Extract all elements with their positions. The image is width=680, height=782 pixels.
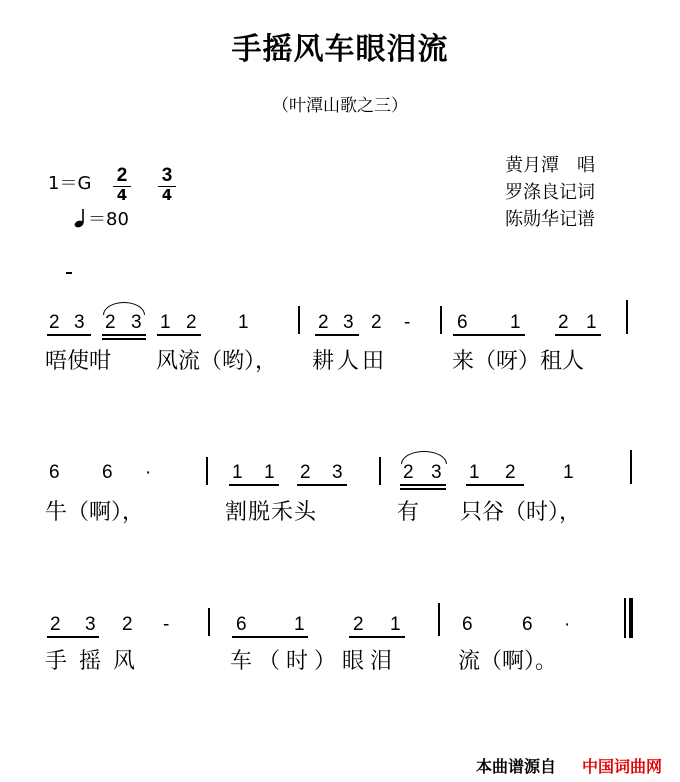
beam-underline (466, 484, 524, 486)
beam-underline (157, 334, 201, 336)
slur (401, 451, 447, 464)
note: 6 (462, 614, 473, 635)
dot: · (145, 462, 152, 483)
lyric: 唔使咁 (45, 349, 112, 374)
lyric: 风流（哟）， (156, 349, 278, 374)
footer-site-link[interactable]: 中国词曲网 (582, 757, 663, 776)
note: 3 (131, 312, 142, 333)
footer-source-label: 本曲谱源自 (476, 757, 557, 776)
note: 2 (50, 614, 61, 635)
bar-line (379, 457, 381, 485)
lyric: 有 (397, 500, 420, 525)
lyric: 割脱禾头 (225, 500, 318, 525)
note: 1 (469, 462, 480, 483)
lyric: 耕人田 (312, 349, 388, 374)
lyric: 只谷（时）， (460, 500, 582, 525)
lyric: 来（呀）租人 (452, 349, 585, 374)
lyric: 车（时）眼泪 (230, 649, 399, 674)
note: 6 (49, 462, 60, 483)
note: 3 (74, 312, 85, 333)
beam-underline (297, 484, 347, 486)
note: 6 (457, 312, 468, 333)
bar-line (298, 306, 300, 334)
beam-underline (232, 636, 308, 638)
note: 2 (300, 462, 311, 483)
note: 3 (431, 462, 442, 483)
lyric: 流（啊）。 (458, 649, 558, 674)
key-signature: 1＝G (48, 173, 92, 194)
beam-underline (349, 636, 405, 638)
credit-transcriber: 陈勋华记谱 (505, 209, 595, 230)
note: 6 (236, 614, 247, 635)
beam-underline (555, 334, 601, 336)
lyric: 手摇风 (45, 649, 148, 674)
beam-underline (47, 636, 99, 638)
note: 2 (505, 462, 516, 483)
bar-line (206, 457, 208, 485)
credit-singer: 黄月潭 唱 (505, 155, 595, 176)
time-signature-3-4 (158, 166, 176, 203)
time-sig-denominator: 4 (161, 186, 173, 204)
note: 1 (238, 312, 249, 333)
note: 1 (264, 462, 275, 483)
beam-underline (229, 484, 279, 486)
note: 2 (318, 312, 329, 333)
note: 2 (186, 312, 197, 333)
final-bar-thick (629, 598, 633, 638)
time-sig-denominator: 4 (116, 186, 128, 204)
quarter-note-icon (74, 208, 88, 228)
note: 6 (102, 462, 113, 483)
stray-mark (66, 272, 72, 274)
slur (103, 302, 145, 315)
bar-line (208, 608, 210, 636)
time-sig-numerator: 2 (113, 166, 131, 187)
bar-line (630, 450, 632, 484)
beam-underline (47, 334, 91, 336)
bar-line (438, 603, 440, 636)
note: - (163, 614, 170, 635)
beam-underline (102, 334, 146, 336)
beam-underline (315, 334, 359, 336)
note: 6 (522, 614, 533, 635)
song-subtitle: （叶潭山歌之三） (272, 96, 408, 116)
dot: · (564, 614, 571, 635)
note: 1 (563, 462, 574, 483)
note: 3 (343, 312, 354, 333)
bar-line (626, 300, 628, 334)
beam-underline (400, 488, 446, 490)
credit-lyricist: 罗涤良记词 (505, 182, 595, 203)
note: 2 (49, 312, 60, 333)
final-bar-thin (624, 598, 626, 638)
beam-underline (102, 338, 146, 340)
lyric: 牛（啊）， (45, 500, 145, 525)
note: 3 (332, 462, 343, 483)
note: 1 (160, 312, 171, 333)
time-signature-2-4 (113, 166, 131, 203)
beam-underline (400, 484, 446, 486)
note: 1 (232, 462, 243, 483)
tempo-marking: ＝80 (88, 209, 129, 230)
beam-underline (453, 334, 525, 336)
note: - (404, 312, 411, 333)
note: 1 (510, 312, 521, 333)
note: 2 (122, 614, 133, 635)
note: 1 (294, 614, 305, 635)
note: 2 (403, 462, 414, 483)
bar-line (440, 306, 442, 334)
note: 1 (390, 614, 401, 635)
note: 3 (85, 614, 96, 635)
song-title: 手摇风车眼泪流 (231, 32, 449, 67)
time-sig-numerator: 3 (158, 166, 176, 187)
note: 2 (105, 312, 116, 333)
note: 2 (558, 312, 569, 333)
note: 1 (586, 312, 597, 333)
note: 2 (371, 312, 382, 333)
note: 2 (353, 614, 364, 635)
